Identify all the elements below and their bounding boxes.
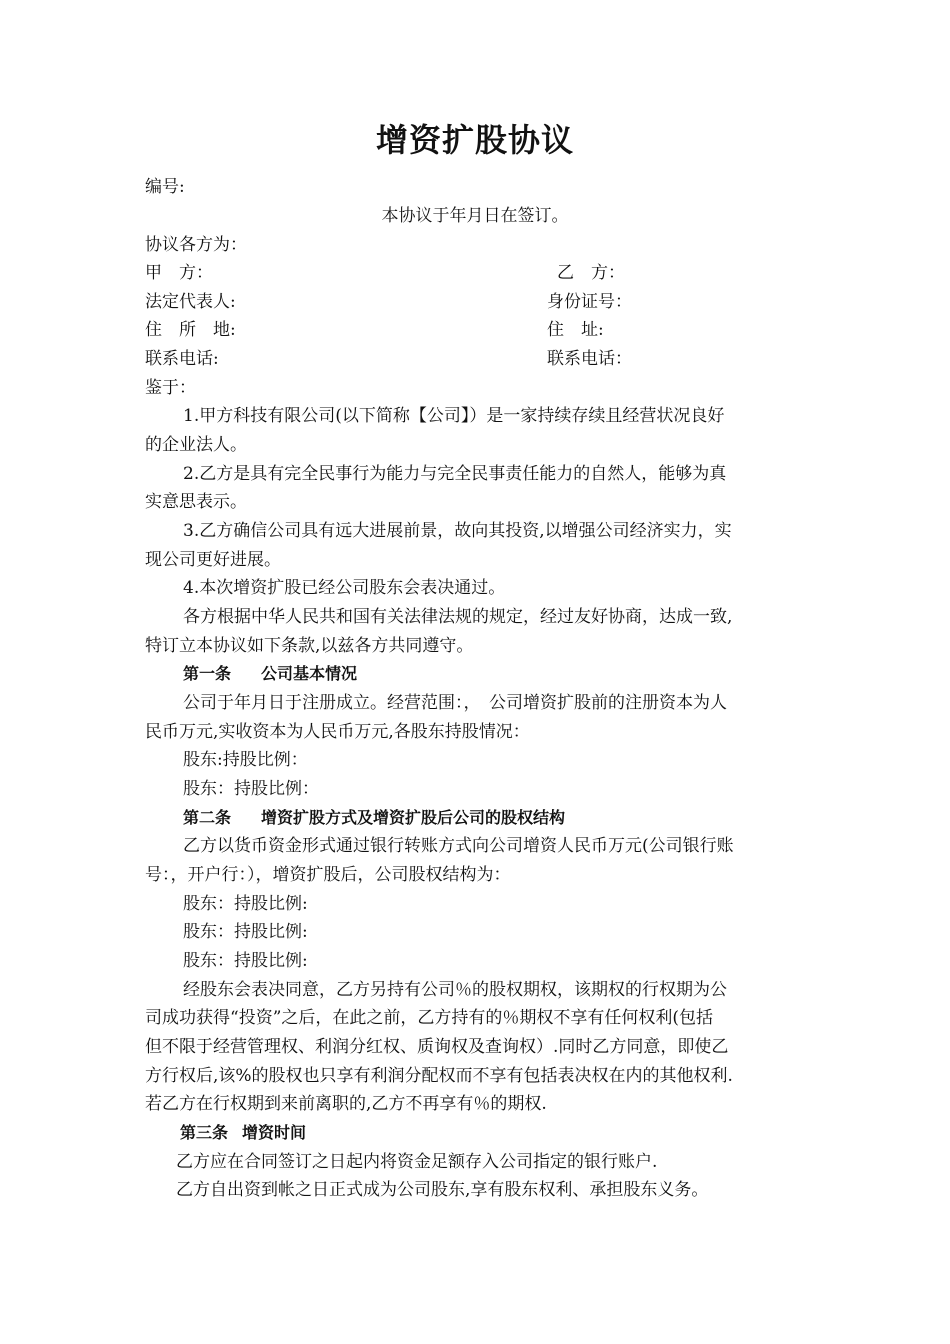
article-2-para-2-line-5: 若乙方在行权期到来前离职的,乙方不再享有％的期权. bbox=[145, 1094, 547, 1114]
signing-line: 本协议于年月日在签订。 bbox=[381, 206, 569, 226]
article-3-para-2: 乙方自出资到帐之日正式成为公司股东,享有股东权利、承担股东义务。 bbox=[176, 1180, 709, 1200]
article-2-para-2-line-4: 方行权后,该%的股权也只享有利润分配权而不享有包括表决权在内的其他权利. bbox=[145, 1066, 733, 1086]
whereas-4: 4.本次增资扩股已经公司股东会表决通过。 bbox=[183, 578, 506, 598]
whereas-2-line-2: 实意思表示。 bbox=[145, 492, 247, 512]
whereas-label: 鉴于： bbox=[145, 378, 196, 398]
article-1-para-line-2: 民币万元,实收资本为人民币万元,各股东持股情况： bbox=[145, 722, 530, 742]
article-1-shareholder-2: 股东：持股比例： bbox=[183, 779, 319, 799]
article-1-heading bbox=[183, 662, 815, 686]
number-label: 编号: bbox=[145, 177, 185, 197]
article-2-para-2-line-3: 但不限于经营管理权、利润分红权、质询权及查询权）.同时乙方同意，即使乙 bbox=[145, 1037, 729, 1057]
article-2-para-1-line-2: 号：，开户行：），增资扩股后，公司股权结构为： bbox=[145, 865, 511, 885]
address-a-label: 住 所 地: bbox=[145, 320, 236, 340]
whereas-3-line-1: 3.乙方确信公司具有远大进展前景，故向其投资,以增强公司经济实力，实 bbox=[183, 521, 732, 541]
whereas-1-line-1: 1.甲方科技有限公司(以下简称【公司】）是一家持续存续且经营状况良好 bbox=[183, 406, 725, 426]
article-1-shareholder-1: 股东:持股比例： bbox=[183, 750, 308, 770]
id-label: 身份证号： bbox=[547, 292, 632, 312]
article-2-heading bbox=[183, 806, 815, 830]
article-1-para-line-1: 公司于年月日于注册成立。经营范围：， 公司增资扩股前的注册资本为人 bbox=[183, 693, 727, 713]
document-title: 增资扩股协议 bbox=[375, 121, 574, 159]
article-3-number: 第三条 bbox=[180, 1123, 229, 1142]
preamble-line-1: 各方根据中华人民共和国有关法律法规的规定，经过友好协商，达成一致, bbox=[183, 607, 733, 627]
whereas-1-line-2: 的企业法人。 bbox=[145, 435, 247, 455]
article-2-shareholder-3: 股东：持股比例: bbox=[183, 951, 308, 971]
party-b-label: 乙 方： bbox=[557, 263, 625, 283]
article-1-number: 第一条 bbox=[183, 664, 232, 683]
article-2-shareholder-1: 股东：持股比例: bbox=[183, 894, 308, 914]
legal-rep-label: 法定代表人: bbox=[145, 292, 236, 312]
article-3-para-1: 乙方应在合同签订之日起内将资金足额存入公司指定的银行账户. bbox=[176, 1152, 658, 1172]
article-2-shareholder-2: 股东：持股比例: bbox=[183, 922, 308, 942]
address-b-label: 住 址: bbox=[547, 320, 604, 340]
article-2-para-1-line-1: 乙方以货币资金形式通过银行转账方式向公司增资人民币万元(公司银行账 bbox=[183, 836, 734, 856]
article-2-para-2-line-2: 司成功获得“投资”之后，在此之前，乙方持有的％期权不享有任何权利(包括 bbox=[145, 1008, 714, 1028]
phone-a-label: 联系电话: bbox=[145, 349, 219, 369]
article-1-title: 公司基本情况 bbox=[261, 664, 358, 683]
parties-label: 协议各方为： bbox=[145, 235, 247, 255]
whereas-3-line-2: 现公司更好进展。 bbox=[145, 550, 281, 570]
party-a-label: 甲 方： bbox=[145, 263, 213, 283]
article-3-title: 增资时间 bbox=[242, 1123, 307, 1142]
phone-b-label: 联系电话： bbox=[547, 349, 632, 369]
preamble-line-2: 特订立本协议如下条款,以兹各方共同遵守。 bbox=[145, 636, 474, 656]
article-3-heading bbox=[180, 1121, 850, 1145]
whereas-2-line-1: 2.乙方是具有完全民事行为能力与完全民事责任能力的自然人，能够为真 bbox=[183, 464, 727, 484]
article-2-number: 第二条 bbox=[183, 808, 232, 827]
article-2-title: 增资扩股方式及增资扩股后公司的股权结构 bbox=[261, 808, 566, 827]
article-2-para-2-line-1: 经股东会表决同意，乙方另持有公司％的股权期权，该期权的行权期为公 bbox=[183, 980, 727, 1000]
